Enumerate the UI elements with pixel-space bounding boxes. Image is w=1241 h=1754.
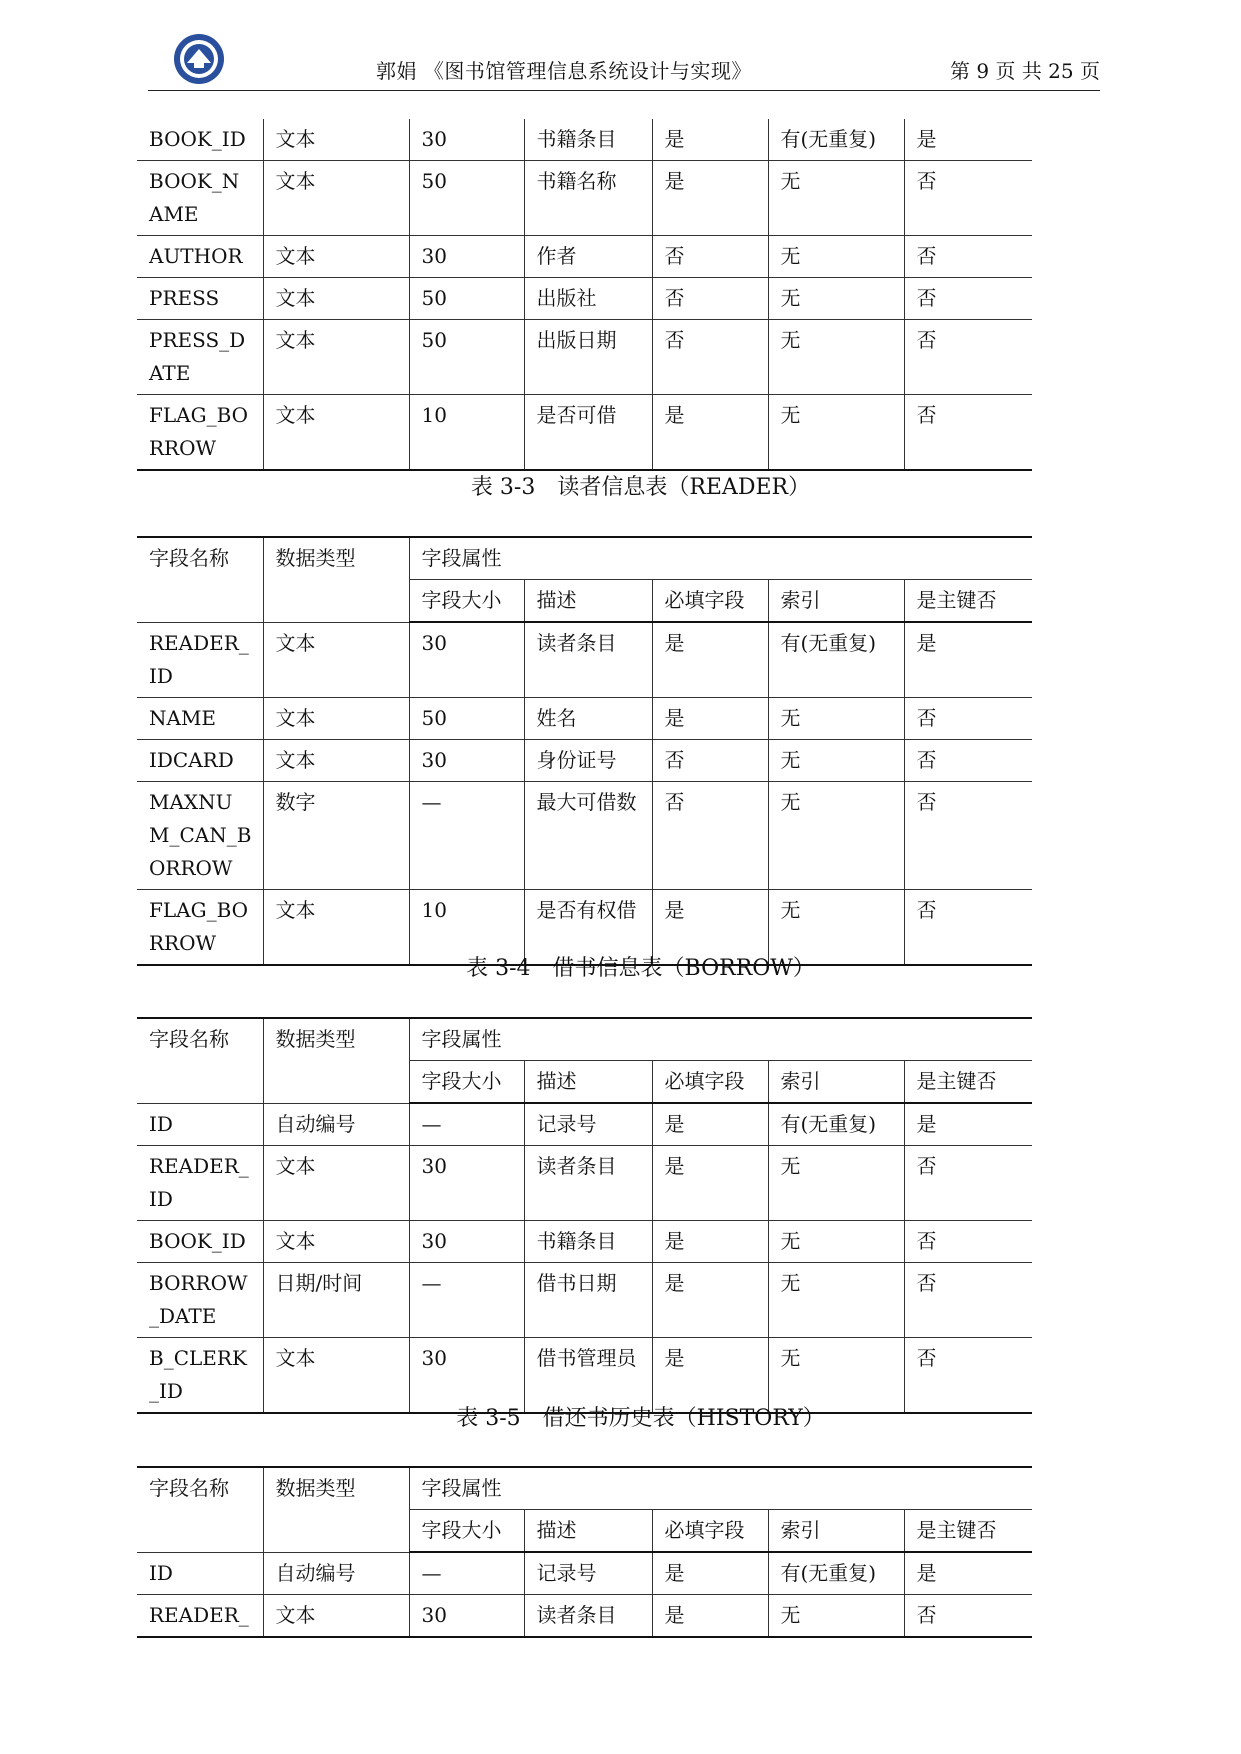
table-row — [137, 622, 1032, 697]
cell-desc: 身份证号 — [524, 739, 652, 781]
cell-required: 是 — [652, 697, 768, 739]
header-data-type: 数据类型 — [263, 537, 409, 622]
cell-data-type: 文本 — [263, 395, 409, 471]
cell-size: — — [409, 1552, 524, 1595]
cell-primary: 否 — [904, 320, 1032, 395]
cell-data-type: 文本 — [263, 1338, 409, 1414]
table-row — [137, 236, 1032, 278]
cell-size: 50 — [409, 161, 524, 236]
header-data-type: 数据类型 — [263, 1467, 409, 1552]
cell-data-type: 日期/时间 — [263, 1263, 409, 1338]
cell-required: 是 — [652, 889, 768, 965]
header-primary: 是主键否 — [904, 1510, 1032, 1553]
page-header — [148, 28, 1100, 91]
cell-field-name: READER_ — [137, 1595, 263, 1638]
borrow-table — [137, 1017, 1032, 1414]
cell-desc: 书籍条目 — [524, 1221, 652, 1263]
cell-desc: 出版日期 — [524, 320, 652, 395]
book-table — [137, 119, 1032, 471]
cell-field-name: FLAG_BORROW — [137, 395, 263, 471]
cell-required: 否 — [652, 320, 768, 395]
cell-required: 是 — [652, 1595, 768, 1638]
table-row — [137, 697, 1032, 739]
table-row — [137, 161, 1032, 236]
cell-data-type: 文本 — [263, 278, 409, 320]
cell-index: 无 — [768, 1263, 904, 1338]
table-row — [137, 781, 1032, 889]
cell-data-type: 自动编号 — [263, 1103, 409, 1146]
cell-primary: 否 — [904, 1146, 1032, 1221]
caption-text: 借书信息表（BORROW） — [552, 956, 815, 981]
header-desc: 描述 — [524, 580, 652, 623]
cell-data-type: 文本 — [263, 1146, 409, 1221]
header-field-props: 字段属性 — [409, 1018, 1032, 1061]
cell-primary: 是 — [904, 622, 1032, 697]
cell-field-name: NAME — [137, 697, 263, 739]
header-primary: 是主键否 — [904, 580, 1032, 623]
university-emblem-icon — [172, 32, 226, 86]
cell-size: 10 — [409, 395, 524, 471]
cell-size: 50 — [409, 278, 524, 320]
cell-desc: 借书管理员 — [524, 1338, 652, 1414]
cell-index: 无 — [768, 739, 904, 781]
cell-index: 无 — [768, 1338, 904, 1414]
cell-field-name: READER_ID — [137, 622, 263, 697]
table-row — [137, 1552, 1032, 1595]
cell-required: 是 — [652, 1552, 768, 1595]
cell-required: 是 — [652, 622, 768, 697]
cell-field-name: IDCARD — [137, 739, 263, 781]
cell-data-type: 文本 — [263, 236, 409, 278]
header-required: 必填字段 — [652, 1510, 768, 1553]
cell-desc: 读者条目 — [524, 1595, 652, 1638]
cell-index: 有(无重复) — [768, 119, 904, 161]
cell-index: 有(无重复) — [768, 1552, 904, 1595]
cell-desc: 出版社 — [524, 278, 652, 320]
cell-primary: 否 — [904, 889, 1032, 965]
header-size: 字段大小 — [409, 580, 524, 623]
cell-size: 50 — [409, 697, 524, 739]
cell-required: 否 — [652, 781, 768, 889]
cell-field-name: PRESS_DATE — [137, 320, 263, 395]
cell-primary: 是 — [904, 119, 1032, 161]
cell-required: 否 — [652, 278, 768, 320]
cell-field-name: BORROW_DATE — [137, 1263, 263, 1338]
header-size: 字段大小 — [409, 1061, 524, 1104]
cell-desc: 读者条目 — [524, 622, 652, 697]
cell-field-name: BOOK_ID — [149, 127, 246, 151]
cell-field-name: AUTHOR — [137, 236, 263, 278]
cell-primary: 否 — [904, 161, 1032, 236]
cell-size: 30 — [409, 1221, 524, 1263]
cell-desc: 是否可借 — [524, 395, 652, 471]
table-row — [137, 320, 1032, 395]
cell-desc: 作者 — [524, 236, 652, 278]
cell-desc: 最大可借数 — [524, 781, 652, 889]
cell-field-name: PRESS — [137, 278, 263, 320]
header-index: 索引 — [768, 580, 904, 623]
cell-index: 无 — [768, 236, 904, 278]
table-row — [137, 395, 1032, 471]
cell-required: 是 — [652, 1221, 768, 1263]
cell-required: 是 — [652, 1263, 768, 1338]
header-field-props: 字段属性 — [409, 537, 1032, 580]
header-index: 索引 — [768, 1510, 904, 1553]
header-field-name: 字段名称 — [137, 1467, 263, 1552]
cell-size: 30 — [409, 1338, 524, 1414]
header-data-type: 数据类型 — [263, 1018, 409, 1103]
header-field-name: 字段名称 — [137, 537, 263, 622]
header-index: 索引 — [768, 1061, 904, 1104]
cell-required: 是 — [652, 161, 768, 236]
table-row — [137, 739, 1032, 781]
header-size: 字段大小 — [409, 1510, 524, 1553]
cell-size: — — [409, 1103, 524, 1146]
cell-size: 30 — [409, 622, 524, 697]
cell-size: 10 — [409, 889, 524, 965]
caption-text: 读者信息表（READER） — [557, 475, 811, 500]
cell-index: 有(无重复) — [768, 1103, 904, 1146]
cell-primary: 否 — [904, 1263, 1032, 1338]
cell-size: 30 — [409, 739, 524, 781]
cell-index: 无 — [768, 889, 904, 965]
cell-size: 50 — [409, 320, 524, 395]
cell-data-type: 文本 — [263, 622, 409, 697]
cell-desc: 读者条目 — [524, 1146, 652, 1221]
cell-field-name: BOOK_ID — [137, 1221, 263, 1263]
cell-desc: 记录号 — [524, 1552, 652, 1595]
cell-required: 否 — [652, 739, 768, 781]
cell-field-name: ID — [137, 1552, 263, 1595]
cell-data-type: 自动编号 — [263, 1552, 409, 1595]
cell-field-name: READER_ID — [137, 1146, 263, 1221]
cell-index: 无 — [768, 395, 904, 471]
header-field-name: 字段名称 — [137, 1018, 263, 1103]
header-desc: 描述 — [524, 1061, 652, 1104]
cell-data-type: 文本 — [263, 320, 409, 395]
cell-data-type: 文本 — [263, 161, 409, 236]
cell-data-type: 文本 — [263, 739, 409, 781]
table-row — [137, 1263, 1032, 1338]
header-required: 必填字段 — [652, 580, 768, 623]
cell-primary: 否 — [904, 236, 1032, 278]
cell-primary: 否 — [904, 781, 1032, 889]
cell-desc: 书籍名称 — [524, 161, 652, 236]
table-row — [137, 1146, 1032, 1221]
cell-size: 30 — [409, 119, 524, 161]
header-required: 必填字段 — [652, 1061, 768, 1104]
cell-field-name: B_CLERK_ID — [137, 1338, 263, 1414]
table-row — [137, 119, 1032, 161]
cell-index: 无 — [768, 161, 904, 236]
cell-desc: 借书日期 — [524, 1263, 652, 1338]
cell-data-type: 数字 — [263, 781, 409, 889]
header-desc: 描述 — [524, 1510, 652, 1553]
cell-data-type: 文本 — [263, 1595, 409, 1638]
cell-data-type: 文本 — [263, 889, 409, 965]
cell-desc: 是否有权借 — [524, 889, 652, 965]
cell-size: — — [409, 1263, 524, 1338]
cell-index: 无 — [768, 1595, 904, 1638]
cell-size: — — [409, 781, 524, 889]
table-caption-borrow — [0, 951, 1241, 982]
cell-desc: 姓名 — [524, 697, 652, 739]
table-row — [137, 1221, 1032, 1263]
cell-index: 无 — [768, 781, 904, 889]
page-number: 第 9 页 共 25 页 — [950, 59, 1100, 83]
cell-field-name: ID — [137, 1103, 263, 1146]
cell-index: 无 — [768, 320, 904, 395]
reader-table — [137, 536, 1032, 966]
table-caption-history — [0, 1401, 1241, 1432]
cell-primary: 否 — [904, 1221, 1032, 1263]
header-field-props: 字段属性 — [409, 1467, 1032, 1510]
cell-required: 是 — [652, 1338, 768, 1414]
caption-number: 表 3-4 — [466, 956, 531, 981]
cell-required: 是 — [652, 1146, 768, 1221]
cell-primary: 否 — [904, 278, 1032, 320]
cell-primary: 否 — [904, 1338, 1032, 1414]
cell-desc: 记录号 — [524, 1103, 652, 1146]
cell-primary: 否 — [904, 395, 1032, 471]
cell-required: 是 — [652, 1103, 768, 1146]
table-caption-reader — [0, 470, 1241, 501]
cell-primary: 是 — [904, 1552, 1032, 1595]
cell-field-name: BOOK_NAME — [137, 161, 263, 236]
history-table — [137, 1466, 1032, 1638]
table-row — [137, 1595, 1032, 1638]
cell-primary: 否 — [904, 1595, 1032, 1638]
cell-data-type: 文本 — [263, 1221, 409, 1263]
table-row — [137, 1103, 1032, 1146]
cell-primary: 否 — [904, 697, 1032, 739]
cell-field-name: MAXNUM_CAN_BORROW — [137, 781, 263, 889]
cell-size: 30 — [409, 1595, 524, 1638]
cell-size: 30 — [409, 1146, 524, 1221]
cell-required: 是 — [652, 395, 768, 471]
cell-size: 30 — [409, 236, 524, 278]
cell-data-type: 文本 — [263, 697, 409, 739]
document-title: 郭娟 《图书馆管理信息系统设计与实现》 — [376, 59, 752, 83]
cell-desc: 书籍条目 — [524, 119, 652, 161]
caption-number: 表 3-3 — [470, 475, 536, 500]
cell-required: 是 — [652, 119, 768, 161]
caption-number: 表 3-5 — [456, 1406, 521, 1431]
cell-field-name: FLAG_BORROW — [137, 889, 263, 965]
cell-index: 无 — [768, 278, 904, 320]
cell-index: 无 — [768, 1221, 904, 1263]
cell-index: 有(无重复) — [768, 622, 904, 697]
cell-required: 否 — [652, 236, 768, 278]
cell-index: 无 — [768, 1146, 904, 1221]
table-row — [137, 278, 1032, 320]
cell-index: 无 — [768, 697, 904, 739]
header-primary: 是主键否 — [904, 1061, 1032, 1104]
cell-primary: 是 — [904, 1103, 1032, 1146]
caption-text: 借还书历史表（HISTORY） — [542, 1406, 825, 1431]
cell-data-type: 文本 — [263, 119, 409, 161]
cell-primary: 否 — [904, 739, 1032, 781]
